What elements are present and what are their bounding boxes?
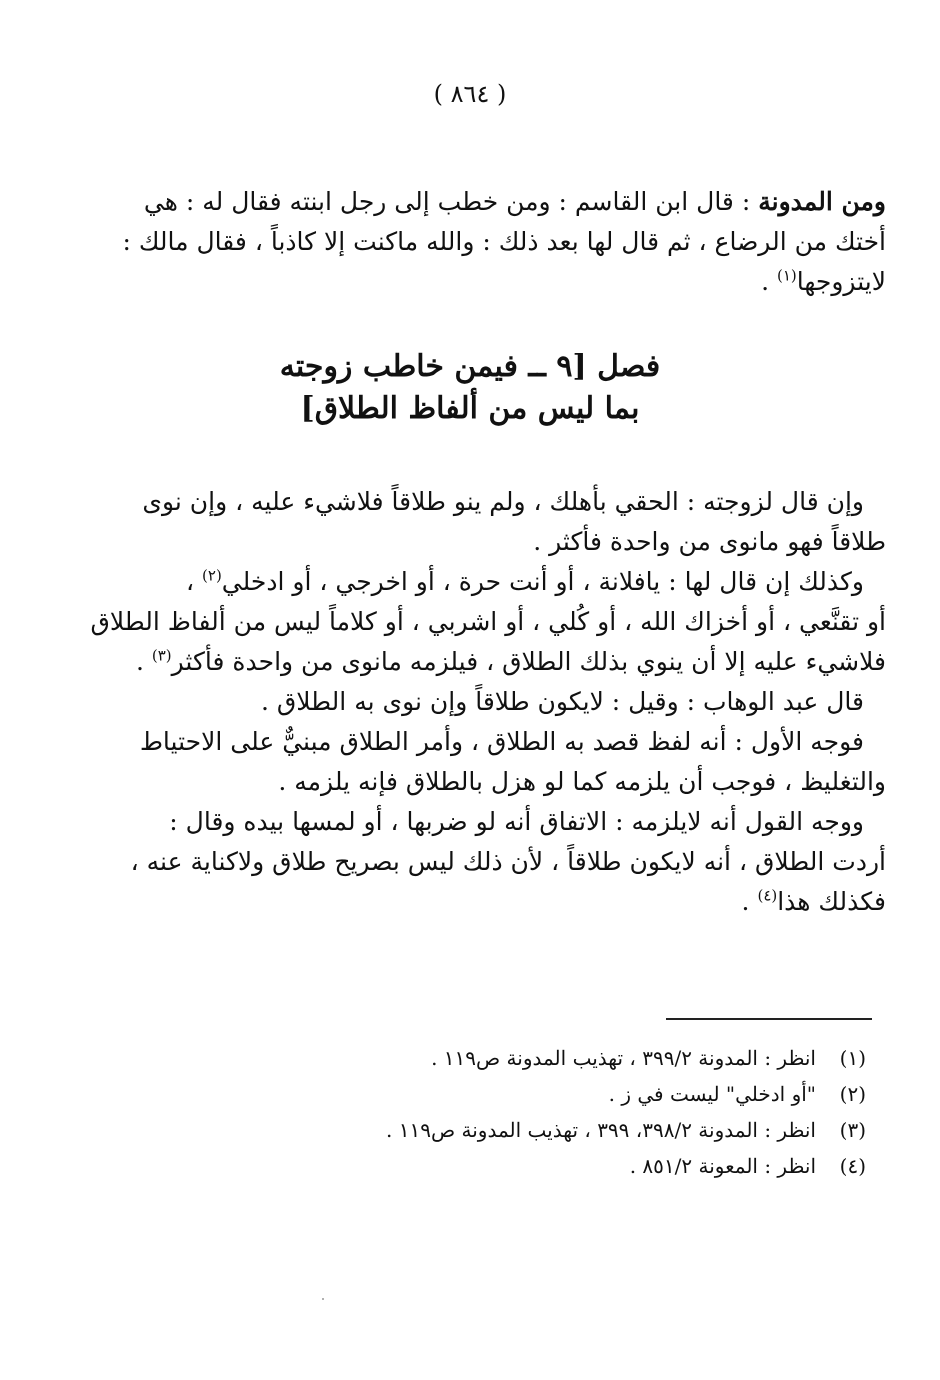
footnote-text: "أو ادخلي" ليست في ز .: [608, 1082, 816, 1106]
footnote-text: انظر : المدونة ٣٩٨/٢، ٣٩٩ ، تهذيب المدونة ص١١٩ .: [386, 1118, 816, 1142]
footnote-number: (١): [839, 1046, 866, 1070]
footnote-number: (٢): [839, 1082, 866, 1106]
footnote-4: [380, 1148, 866, 1184]
footnote-ref-3: (٣): [151, 646, 172, 665]
intro-paragraph: [122, 182, 886, 302]
footnotes: [380, 1040, 866, 1184]
footnote-ref-1: (١): [776, 266, 797, 285]
page-number: ( ٨٦٤ ): [433, 80, 507, 108]
paragraph-5-line-2: أردت الطلاق ، أنه لايكون طلاقاً ، لأن ذلك ليس بصريح طلاق ولاكناية عنه ،: [130, 847, 886, 876]
intro-line-2: أختك من الرضاع ، ثم قال لها بعد ذلك : والله ماكنت إلا كاذباً ، فقال مالك :: [122, 227, 886, 256]
footnote-text: انظر : المعونة ٨٥١/٢ .: [629, 1154, 816, 1178]
footnote-ref-2: (٢): [202, 566, 222, 585]
paragraph-5-line-1: ووجه القول أنه لايلزمه : الاتفاق أنه لو ضربها ، أو لمسها بيده وقال :: [169, 807, 864, 836]
paragraph-5-line-3: فكذلك هذا$^{(٤)}$ .: [741, 886, 886, 916]
footnote-ref-4: (٤): [757, 886, 778, 905]
paragraph-1-line-2: طلاقاً فهو مانوى من واحدة فأكثر .: [533, 527, 886, 556]
footnote-3: [380, 1112, 866, 1148]
section-body: [90, 482, 886, 922]
paragraph-4-line-2: والتغليظ ، فوجب أن يلزمه كما لو هزل بالطلاق فإنه يلزمه .: [278, 767, 886, 796]
footnote-text: انظر : المدونة ٣٩٩/٢ ، تهذيب المدونة ص١١٩ .: [431, 1046, 816, 1070]
intro-line-3: لايتزوجها$^{(١)}$ .: [761, 266, 886, 296]
intro-line-1: ومن المدونة : قال ابن القاسم : ومن خطب إلى رجل ابنته فقال له : هي: [143, 187, 886, 216]
footnote-number: (٣): [839, 1118, 866, 1142]
footnote-1: [380, 1040, 866, 1076]
heading-line-1: فصل [٩ ــ فيمن خاطب زوجته: [279, 349, 661, 384]
source-lead: ومن المدونة: [758, 187, 886, 216]
paragraph-4-line-1: فوجه الأول : أنه لفظ قصد به الطلاق ، وأمر الطلاق مبنيٌّ على الاحتياط: [139, 727, 864, 756]
footnote-divider: [666, 1018, 872, 1020]
paragraph-3-line-1: قال عبد الوهاب : وقيل : لايكون طلاقاً وإن نوى به الطلاق .: [260, 687, 864, 716]
footnote-number: (٤): [839, 1154, 866, 1178]
paragraph-1-line-1: وإن قال لزوجته : الحقي بأهلك ، ولم ينو طلاقاً فلاشيء عليه ، وإن نوى: [142, 487, 864, 516]
footnote-2: [380, 1076, 866, 1112]
scan-speck: [322, 1298, 324, 1300]
paragraph-2-line-1: وكذلك إن قال لها : يافلانة ، أو أنت حرة ، أو اخرجي ، أو ادخلي$^{(٢)}$ ،: [186, 566, 864, 596]
paragraph-2-line-2: أو تقنَّعي ، أو أخزاك الله ، أو كُلي ، أو اشربي ، أو كلاماً ليس من ألفاظ الطلاق: [90, 607, 886, 636]
paragraph-2-line-3: فلاشيء عليه إلا أن ينوي بذلك الطلاق ، فيلزمه مانوى من واحدة فأكثر$^{(٣)}$ .: [135, 646, 886, 676]
heading-line-2: بما ليس من ألفاظ الطلاق]: [300, 391, 640, 426]
section-heading: [150, 346, 790, 430]
